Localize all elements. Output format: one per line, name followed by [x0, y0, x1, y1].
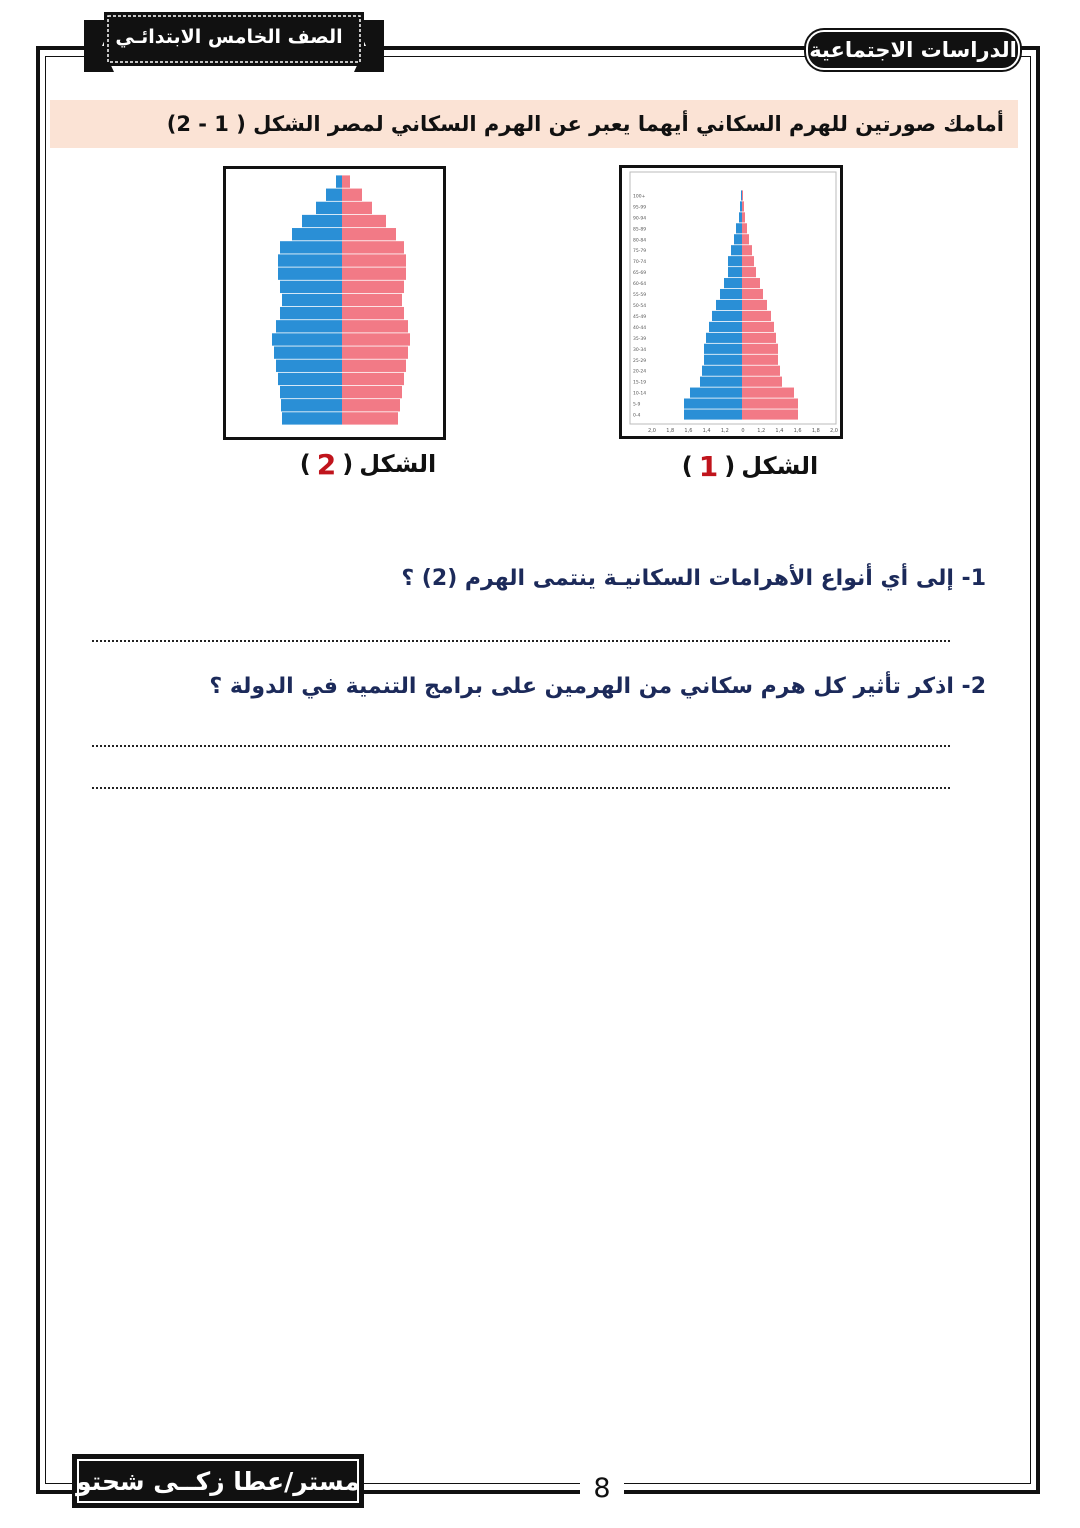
bar-male-25-29 [704, 355, 742, 365]
y-tick-label: 15-19 [633, 380, 647, 386]
bar-female-35-39 [742, 333, 776, 343]
bar-female-15-19 [742, 377, 782, 387]
y-tick-label: 40-44 [633, 325, 647, 331]
bar-male-75-79 [731, 245, 742, 255]
bar-female-55-59 [742, 289, 763, 299]
subject-label: الدراسات الاجتماعية [806, 30, 1020, 70]
y-tick-label: 75-79 [633, 249, 647, 255]
y-tick-label: 5-9 [633, 402, 641, 408]
figure-1-caption-number: 1 [698, 449, 719, 483]
y-tick-label: 95-99 [633, 205, 647, 211]
bar-female-80-84 [342, 202, 372, 214]
bar-female-90-94 [342, 175, 350, 187]
bar-female-55-59 [342, 268, 406, 280]
figure-2-box [223, 166, 446, 440]
figure-2-pyramid-chart [226, 169, 443, 437]
y-tick-label: 70-74 [633, 260, 647, 266]
x-tick-label: 1,8 [666, 428, 675, 434]
y-tick-label: 0-4 [633, 413, 641, 419]
question-1: 1- إلى أي أنواع الأهرامات السكانيـة ينتمى الهرم (2) ؟ [401, 565, 986, 591]
y-tick-label: 20-24 [633, 369, 647, 375]
bar-male-20-24 [702, 366, 742, 376]
bar-female-80-84 [742, 234, 749, 244]
bar-male-50-54 [716, 300, 742, 310]
bar-male-85-89 [736, 223, 742, 233]
bar-female-40-44 [742, 322, 774, 332]
x-tick-label: 1,4 [775, 428, 784, 434]
bar-female-70-74 [742, 256, 754, 266]
bar-male-35-39 [706, 333, 742, 343]
bar-female-75-79 [742, 245, 752, 255]
y-tick-label: 50-54 [633, 304, 647, 309]
y-tick-label: 45-49 [633, 314, 647, 320]
bar-male-10-14 [690, 388, 742, 398]
bar-female-60-64 [342, 254, 406, 266]
x-tick-label: 2,0 [830, 428, 838, 434]
figure-2-caption-prefix: الشكل [359, 450, 437, 478]
bar-female-95-99 [742, 201, 744, 211]
bar-female-15-19 [342, 373, 404, 385]
figure-1-pyramid-chart [622, 168, 840, 436]
bar-male-55-59 [278, 268, 342, 280]
y-tick-label: 65-69 [633, 271, 647, 277]
bar-male-20-24 [276, 360, 342, 372]
bar-male-65-69 [280, 241, 342, 253]
bar-male-45-49 [282, 294, 342, 306]
answer-line-1[interactable] [92, 640, 950, 642]
y-tick-label: 35-39 [633, 336, 647, 342]
bar-male-0-4 [282, 412, 342, 424]
bar-female-30-34 [342, 333, 410, 345]
grade-label: الصف الخامس الابتدائـي [115, 26, 343, 48]
bar-female-50-54 [742, 300, 767, 310]
bar-male-85-89 [326, 189, 342, 201]
bar-male-15-19 [278, 373, 342, 385]
y-tick-label: 30-34 [633, 347, 647, 353]
answer-line-3[interactable] [92, 787, 950, 789]
answer-line-2[interactable] [92, 745, 950, 747]
bar-male-60-64 [724, 278, 742, 288]
figure-2-caption-number: 2 [316, 447, 337, 481]
bar-female-35-39 [342, 320, 408, 332]
bar-female-25-29 [342, 346, 408, 358]
x-tick-label: 0 [741, 428, 745, 434]
bar-female-75-79 [342, 215, 386, 227]
bar-female-45-49 [742, 311, 771, 321]
bar-male-65-69 [728, 267, 742, 277]
figure-1-caption: الشكل ( 1 ) [681, 449, 819, 483]
bar-male-50-54 [280, 281, 342, 293]
bar-female-85-89 [742, 223, 747, 233]
bar-female-85-89 [342, 189, 362, 201]
bar-male-90-94 [739, 212, 742, 222]
figure-1-caption-prefix: الشكل [741, 452, 819, 480]
bar-female-10-14 [742, 388, 794, 398]
x-tick-label: 1,2 [757, 428, 766, 434]
bar-female-90-94 [742, 212, 745, 222]
bar-female-20-24 [742, 366, 780, 376]
bar-female-60-64 [742, 278, 760, 288]
bar-male-95-99 [740, 201, 742, 211]
y-tick-label: 100+ [633, 194, 646, 200]
bar-female-10-14 [342, 386, 402, 398]
bar-male-30-34 [704, 344, 742, 354]
bar-male-30-34 [272, 333, 342, 345]
bar-male-10-14 [280, 386, 342, 398]
bar-male-25-29 [274, 346, 342, 358]
question-2: 2- اذكر تأثير كل هرم سكاني من الهرمين على برامج التنمية في الدولة ؟ [209, 673, 986, 699]
bar-male-40-44 [709, 322, 742, 332]
question-band-text: أمامك صورتين للهرم السكاني أيهما يعبر عن الهرم السكاني لمصر الشكل ( 1 - 2) [166, 112, 1004, 136]
x-tick-label: 1,6 [793, 428, 802, 434]
bar-male-100+ [741, 190, 742, 200]
bar-male-75-79 [302, 215, 342, 227]
bar-male-70-74 [728, 256, 742, 266]
y-tick-label: 90-94 [633, 216, 647, 222]
y-tick-label: 55-59 [633, 293, 647, 299]
bar-male-5-9 [684, 398, 742, 408]
bar-female-65-69 [742, 267, 756, 277]
x-tick-label: 1,6 [684, 428, 693, 434]
bar-female-40-44 [342, 307, 404, 319]
bar-male-0-4 [684, 409, 742, 419]
bar-female-25-29 [742, 355, 778, 365]
x-tick-label: 1,4 [702, 428, 711, 434]
bar-male-80-84 [734, 234, 742, 244]
x-tick-label: 1,8 [811, 428, 820, 434]
bar-male-40-44 [280, 307, 342, 319]
bar-female-45-49 [342, 294, 402, 306]
bar-male-70-74 [292, 228, 342, 240]
page-frame-inner [45, 56, 1031, 1484]
y-tick-label: 25-29 [633, 358, 647, 364]
figure-2-caption: الشكل ( 2 ) [299, 447, 437, 481]
x-tick-label: 2,0 [648, 428, 656, 434]
author-label: مستر/عطا زكــى شحتو [72, 1454, 364, 1508]
y-tick-label: 85-89 [633, 227, 647, 233]
bar-female-0-4 [742, 409, 798, 419]
y-tick-label: 80-84 [633, 238, 647, 244]
bar-male-5-9 [281, 399, 342, 411]
bar-female-0-4 [342, 412, 398, 424]
question-band [50, 100, 1018, 148]
bar-male-90-94 [336, 175, 342, 187]
bar-male-45-49 [712, 311, 742, 321]
page-number: 8 [580, 1468, 624, 1508]
x-tick-label: 1,2 [720, 428, 729, 434]
bar-male-35-39 [276, 320, 342, 332]
bar-female-30-34 [742, 344, 778, 354]
bar-male-55-59 [720, 289, 742, 299]
bar-female-5-9 [742, 398, 798, 408]
y-tick-label: 60-64 [633, 282, 647, 288]
y-tick-label: 10-14 [633, 391, 647, 397]
bar-female-20-24 [342, 360, 406, 372]
bar-female-100+ [742, 190, 743, 200]
bar-female-70-74 [342, 228, 396, 240]
bar-male-15-19 [700, 377, 742, 387]
figure-1-box [619, 165, 843, 439]
bar-female-65-69 [342, 241, 404, 253]
bar-female-5-9 [342, 399, 400, 411]
bar-male-60-64 [278, 254, 342, 266]
bar-male-80-84 [316, 202, 342, 214]
bar-female-50-54 [342, 281, 404, 293]
